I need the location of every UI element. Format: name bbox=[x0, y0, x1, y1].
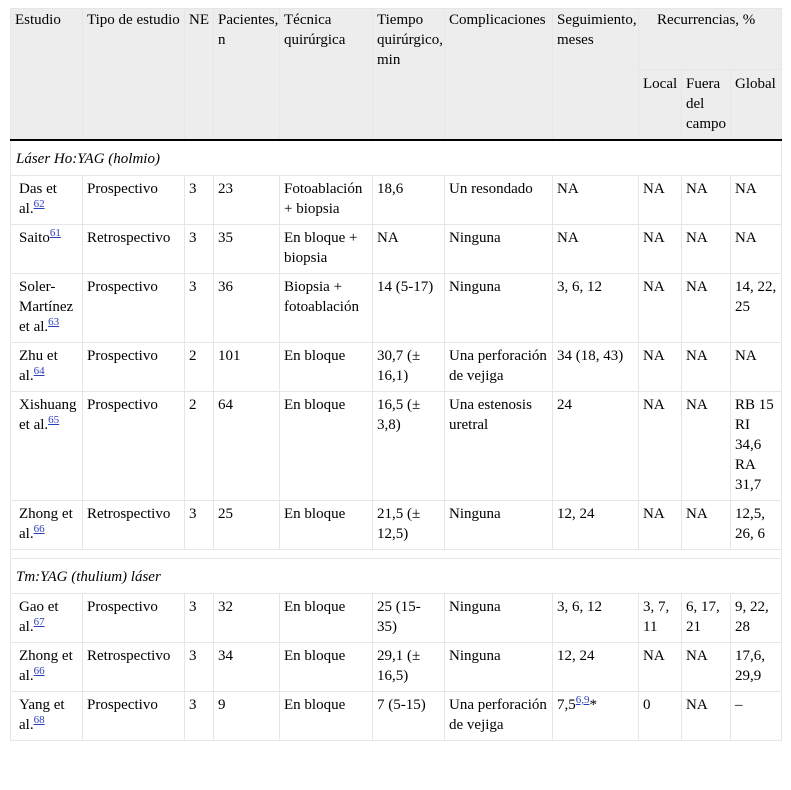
cell-ne: 3 bbox=[185, 274, 214, 343]
cell-ne: 2 bbox=[185, 392, 214, 501]
cell-complications: Una estenosis uretral bbox=[445, 392, 553, 501]
cell-patients: 36 bbox=[214, 274, 280, 343]
cell-ne: 3 bbox=[185, 225, 214, 274]
table-row bbox=[11, 643, 782, 692]
cell-patients: 32 bbox=[214, 594, 280, 643]
cell-global: NA bbox=[731, 176, 782, 225]
header-outside: Fuera del campo bbox=[682, 70, 731, 141]
cell-study bbox=[11, 343, 83, 392]
cell-complications: Ninguna bbox=[445, 501, 553, 550]
cell-followup: NA bbox=[553, 176, 639, 225]
cell-global: NA bbox=[731, 343, 782, 392]
cell-followup: 12, 24 bbox=[553, 501, 639, 550]
header-followup: Seguimiento, meses bbox=[553, 9, 639, 141]
cell-patients: 23 bbox=[214, 176, 280, 225]
study-name: Das et al. bbox=[19, 181, 57, 217]
reference-link[interactable]: 67 bbox=[33, 616, 45, 628]
cell-study bbox=[11, 225, 83, 274]
section-spacer bbox=[11, 550, 782, 559]
cell-global: 12,5, 26, 6 bbox=[731, 501, 782, 550]
cell-outside: NA bbox=[682, 343, 731, 392]
cell-study-type: Retrospectivo bbox=[83, 225, 185, 274]
section-row bbox=[11, 559, 782, 594]
study-name: Soler-Martínez et al. bbox=[19, 279, 74, 335]
cell-time: 30,7 (± 16,1) bbox=[373, 343, 445, 392]
cell-local: NA bbox=[639, 225, 682, 274]
cell-global: 14, 22, 25 bbox=[731, 274, 782, 343]
cell-time: NA bbox=[373, 225, 445, 274]
cell-local: NA bbox=[639, 274, 682, 343]
cell-time: 21,5 (± 12,5) bbox=[373, 501, 445, 550]
cell-ne: 3 bbox=[185, 501, 214, 550]
cell-followup: 3, 6, 12 bbox=[553, 274, 639, 343]
cell-followup: NA bbox=[553, 225, 639, 274]
cell-technique: En bloque bbox=[280, 643, 373, 692]
cell-followup bbox=[553, 692, 639, 741]
cell-patients: 64 bbox=[214, 392, 280, 501]
cell-outside: 6, 17, 21 bbox=[682, 594, 731, 643]
reference-link[interactable]: 68 bbox=[33, 714, 45, 726]
table-container bbox=[10, 8, 781, 741]
cell-time: 29,1 (± 16,5) bbox=[373, 643, 445, 692]
table-row bbox=[11, 501, 782, 550]
cell-complications: Ninguna bbox=[445, 225, 553, 274]
reference-link[interactable]: 61 bbox=[49, 227, 61, 239]
study-name: Zhong et al. bbox=[19, 506, 73, 542]
header-global: Global bbox=[731, 70, 782, 141]
cell-complications: Ninguna bbox=[445, 643, 553, 692]
cell-technique: En bloque bbox=[280, 692, 373, 741]
cell-outside: NA bbox=[682, 392, 731, 501]
cell-time: 7 (5-15) bbox=[373, 692, 445, 741]
cell-time: 18,6 bbox=[373, 176, 445, 225]
cell-technique: Biopsia + fotoablación bbox=[280, 274, 373, 343]
cell-ne: 3 bbox=[185, 643, 214, 692]
cell-study bbox=[11, 594, 83, 643]
cell-ne: 3 bbox=[185, 692, 214, 741]
cell-local: NA bbox=[639, 343, 682, 392]
table-row bbox=[11, 343, 782, 392]
cell-technique: En bloque + biopsia bbox=[280, 225, 373, 274]
data-table bbox=[10, 8, 782, 741]
cell-technique: En bloque bbox=[280, 594, 373, 643]
cell-complications: Una perforación de vejiga bbox=[445, 692, 553, 741]
table-header bbox=[11, 9, 782, 141]
table-row bbox=[11, 392, 782, 501]
cell-patients: 101 bbox=[214, 343, 280, 392]
cell-global: – bbox=[731, 692, 782, 741]
cell-study bbox=[11, 692, 83, 741]
table-row bbox=[11, 692, 782, 741]
cell-study bbox=[11, 643, 83, 692]
cell-global: RB 15 RI 34,6 RA 31,7 bbox=[731, 392, 782, 501]
cell-outside: NA bbox=[682, 643, 731, 692]
table-body bbox=[11, 140, 782, 741]
spacer-cell bbox=[11, 550, 782, 559]
cell-local: NA bbox=[639, 392, 682, 501]
cell-patients: 35 bbox=[214, 225, 280, 274]
study-name: Xishuang et al. bbox=[19, 397, 77, 433]
study-name: Yang et al. bbox=[19, 697, 65, 733]
section-title: Tm:YAG (thulium) láser bbox=[11, 559, 782, 594]
cell-local: 3, 7, 11 bbox=[639, 594, 682, 643]
reference-link[interactable]: 65 bbox=[48, 414, 60, 426]
cell-global: NA bbox=[731, 225, 782, 274]
cell-local: NA bbox=[639, 176, 682, 225]
cell-study-type: Prospectivo bbox=[83, 176, 185, 225]
cell-patients: 25 bbox=[214, 501, 280, 550]
cell-technique: En bloque bbox=[280, 343, 373, 392]
cell-ne: 3 bbox=[185, 594, 214, 643]
cell-complications: Una perforación de vejiga bbox=[445, 343, 553, 392]
cell-global: 9, 22, 28 bbox=[731, 594, 782, 643]
header-ne: NE bbox=[185, 9, 214, 141]
study-name: Zhu et al. bbox=[19, 348, 58, 384]
cell-study-type: Prospectivo bbox=[83, 594, 185, 643]
cell-study-type: Retrospectivo bbox=[83, 501, 185, 550]
cell-complications: Ninguna bbox=[445, 274, 553, 343]
cell-patients: 34 bbox=[214, 643, 280, 692]
study-name: Gao et al. bbox=[19, 599, 59, 635]
reference-link[interactable]: 6,9 bbox=[575, 694, 590, 706]
cell-study-type: Prospectivo bbox=[83, 274, 185, 343]
section-title: Láser Ho:YAG (holmio) bbox=[11, 140, 782, 176]
cell-outside: NA bbox=[682, 225, 731, 274]
cell-outside: NA bbox=[682, 176, 731, 225]
followup-value: 7,5 bbox=[557, 697, 576, 713]
section-row bbox=[11, 140, 782, 176]
table-row bbox=[11, 274, 782, 343]
cell-outside: NA bbox=[682, 692, 731, 741]
cell-ne: 2 bbox=[185, 343, 214, 392]
reference-link[interactable]: 66 bbox=[33, 523, 45, 535]
cell-study-type: Prospectivo bbox=[83, 692, 185, 741]
reference-link[interactable]: 63 bbox=[48, 316, 60, 328]
header-complications: Complicaciones bbox=[445, 9, 553, 141]
header-patients: Pacientes, n bbox=[214, 9, 280, 141]
cell-local: NA bbox=[639, 501, 682, 550]
cell-study-type: Prospectivo bbox=[83, 343, 185, 392]
cell-time: 14 (5-17) bbox=[373, 274, 445, 343]
reference-link[interactable]: 62 bbox=[33, 198, 45, 210]
study-name: Saito bbox=[19, 230, 50, 246]
cell-outside: NA bbox=[682, 501, 731, 550]
table-row bbox=[11, 225, 782, 274]
reference-link[interactable]: 66 bbox=[33, 665, 45, 677]
table-row bbox=[11, 176, 782, 225]
cell-complications: Un resondado bbox=[445, 176, 553, 225]
cell-study-type: Retrospectivo bbox=[83, 643, 185, 692]
header-local: Local bbox=[639, 70, 682, 141]
footnote-mark: * bbox=[589, 697, 597, 713]
cell-study-type: Prospectivo bbox=[83, 392, 185, 501]
table-row bbox=[11, 594, 782, 643]
reference-link[interactable]: 64 bbox=[33, 365, 45, 377]
cell-local: 0 bbox=[639, 692, 682, 741]
study-name: Zhong et al. bbox=[19, 648, 73, 684]
header-technique: Técnica quirúrgica bbox=[280, 9, 373, 141]
cell-technique: En bloque bbox=[280, 501, 373, 550]
cell-ne: 3 bbox=[185, 176, 214, 225]
cell-global: 17,6, 29,9 bbox=[731, 643, 782, 692]
cell-time: 16,5 (± 3,8) bbox=[373, 392, 445, 501]
cell-technique: Fotoablación + biopsia bbox=[280, 176, 373, 225]
cell-study bbox=[11, 274, 83, 343]
header-recurrences: Recurrencias, % bbox=[639, 9, 782, 70]
header-study: Estudio bbox=[11, 9, 83, 141]
cell-local: NA bbox=[639, 643, 682, 692]
cell-followup: 24 bbox=[553, 392, 639, 501]
header-study-type: Tipo de estudio bbox=[83, 9, 185, 141]
cell-outside: NA bbox=[682, 274, 731, 343]
cell-patients: 9 bbox=[214, 692, 280, 741]
cell-study bbox=[11, 501, 83, 550]
cell-time: 25 (15-35) bbox=[373, 594, 445, 643]
cell-complications: Ninguna bbox=[445, 594, 553, 643]
cell-study bbox=[11, 176, 83, 225]
cell-followup: 12, 24 bbox=[553, 643, 639, 692]
cell-technique: En bloque bbox=[280, 392, 373, 501]
cell-followup: 34 (18, 43) bbox=[553, 343, 639, 392]
header-time: Tiempo quirúrgico, min bbox=[373, 9, 445, 141]
cell-study bbox=[11, 392, 83, 501]
cell-followup: 3, 6, 12 bbox=[553, 594, 639, 643]
